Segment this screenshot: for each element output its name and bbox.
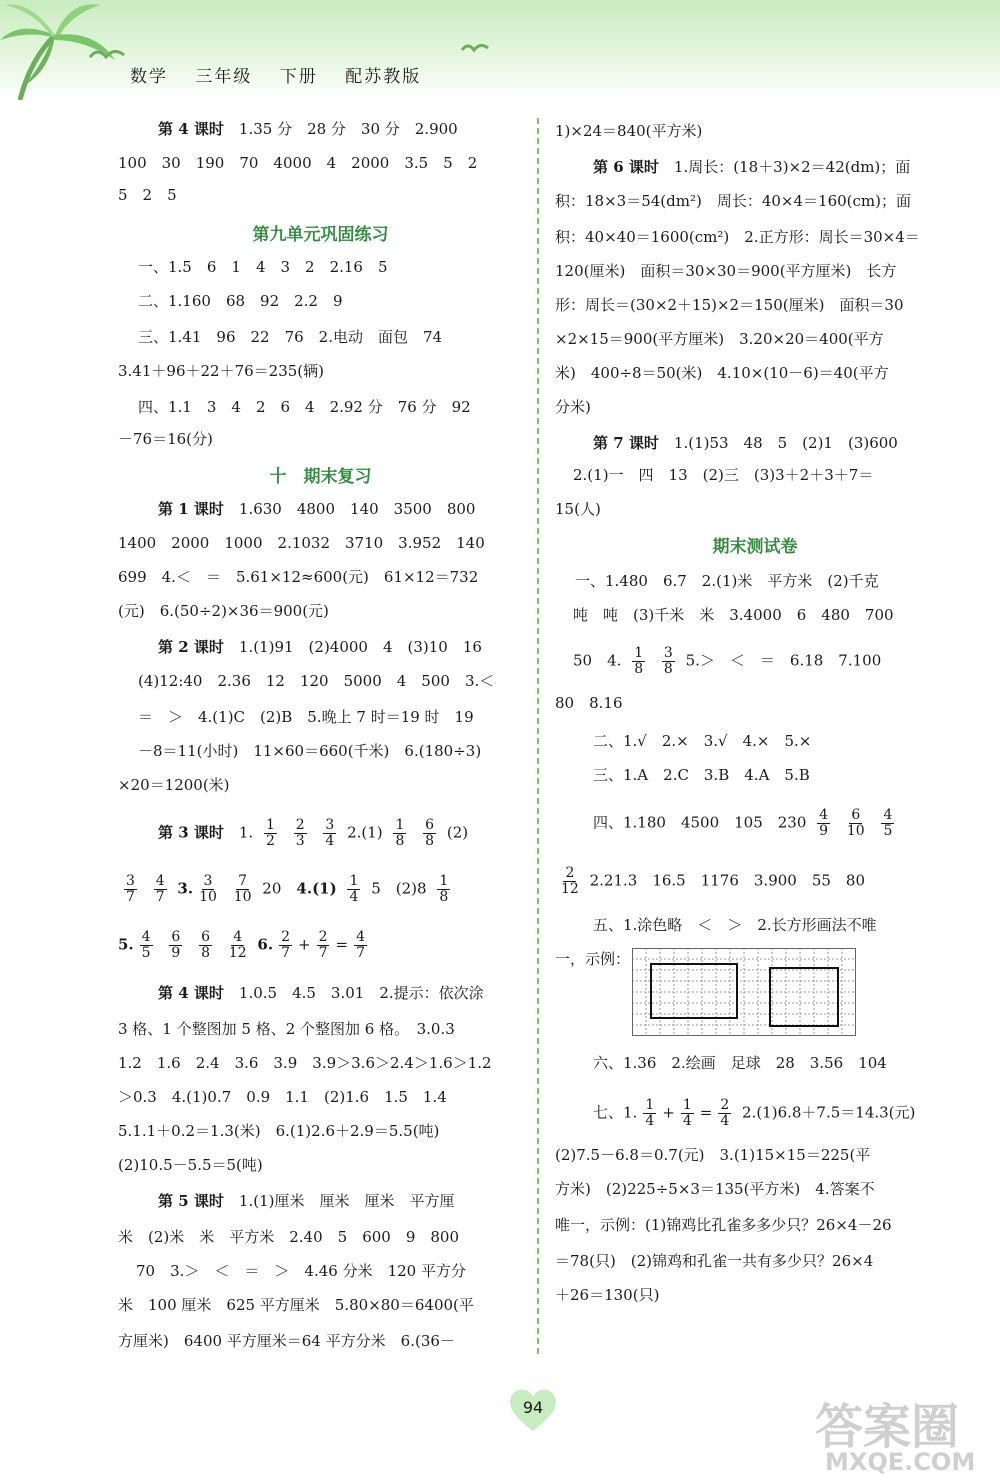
fraction-line: 50 4. $\frac{1}{8}$ $\frac{3}{8}$ 5.＞ ＜ ＝ 6.18 7.100: [573, 645, 882, 677]
fraction: $\frac{2}{3}$: [295, 817, 305, 849]
fraction-line: $\frac{3}{7}$ $\frac{4}{7}$ 3. $\frac{3}{10}$ $\frac{7}{10}$ 20 4.(1) $\frac{1}{4}$ 5 (2)8 $\frac{1}{8}$: [126, 873, 449, 905]
fraction: $\frac{3}{10}$: [199, 873, 217, 905]
fraction: $\frac{7}{10}$: [233, 873, 252, 905]
header-banner: [0, 0, 1000, 100]
watermark-text: 答案圈: [815, 1399, 960, 1455]
fraction: $\frac{1}{8}$: [439, 873, 449, 905]
bird-icon: [88, 45, 128, 65]
grade: 三年级: [195, 67, 253, 87]
fraction: $\frac{2}{7}$: [318, 929, 328, 961]
fraction: $\frac{6}{10}$: [846, 807, 865, 839]
fraction: $\frac{2}{12}$: [561, 865, 579, 897]
fraction: $\frac{2}{4}$: [720, 1097, 730, 1129]
fraction-line: 七、1. $\frac{1}{4}$ + $\frac{1}{4}$ = $\frac{2}{4}$ 2.(1)6.8＋7.5＝14.3(元): [593, 1097, 916, 1129]
fraction: $\frac{1}{4}$: [682, 1097, 692, 1129]
section-title: 第九单元巩固练习: [252, 225, 389, 245]
fraction: $\frac{4}{5}$: [883, 807, 893, 839]
fraction: $\frac{4}{5}$: [141, 929, 151, 961]
rectangle-grid-figure: [632, 948, 856, 1036]
fraction: $\frac{3}{8}$: [663, 645, 673, 677]
section-title: 十 期末复习: [269, 467, 372, 487]
lesson-label: 第 4 课时: [158, 120, 224, 138]
column-divider: [536, 118, 540, 1358]
fraction: $\frac{3}{4}$: [325, 817, 335, 849]
section-title: 期末测试卷: [712, 537, 798, 557]
fraction-line: 5. $\frac{4}{5}$ $\frac{6}{9}$ $\frac{6}{8}$ $\frac{4}{12}$ 6. $\frac{2}{7}$ + $\frac{2}{7}$ = $\frac{4}{7}$: [118, 929, 365, 961]
bird-icon: [460, 40, 490, 56]
volume: 下册: [279, 67, 318, 87]
fraction: $\frac{1}{2}$: [265, 817, 275, 849]
lesson-label: 第 4 课时: [158, 984, 224, 1002]
watermark: [815, 1388, 985, 1478]
fraction: $\frac{1}{4}$: [645, 1097, 655, 1129]
fraction: $\frac{6}{9}$: [171, 929, 181, 961]
edition: 配苏教版: [345, 67, 422, 87]
lesson-label: 第 7 课时: [593, 434, 659, 452]
page-number: 94: [522, 1398, 544, 1417]
fraction: $\frac{1}{8}$: [634, 645, 644, 677]
fraction: $\frac{2}{7}$: [281, 929, 290, 961]
lesson-label: 第 5 课时: [158, 1192, 224, 1210]
lesson-label: 第 3 课时: [158, 823, 224, 842]
fraction: $\frac{6}{8}$: [201, 929, 210, 961]
subject: 数学: [130, 67, 168, 87]
fraction: $\frac{3}{7}$: [126, 873, 135, 905]
lesson-label: 第 2 课时: [158, 638, 224, 656]
header-title: [130, 62, 441, 87]
fraction-line: 四、1.180 4500 105 230 $\frac{4}{9}$ $\frac{6}{10}$ $\frac{4}{5}$: [593, 807, 893, 839]
fraction: $\frac{1}{8}$: [395, 817, 405, 849]
fraction-line: $\frac{2}{12}$ 2.21.3 16.5 1176 3.900 55 80: [561, 865, 866, 897]
lesson-label: 第 6 课时: [593, 158, 659, 176]
fraction: $\frac{6}{8}$: [425, 817, 435, 849]
fraction: $\frac{4}{7}$: [155, 873, 165, 905]
lesson-label: 第 1 课时: [158, 500, 224, 518]
fraction: $\frac{4}{9}$: [819, 807, 829, 839]
fraction: $\frac{4}{7}$: [356, 929, 365, 961]
fraction: $\frac{4}{12}$: [228, 929, 247, 961]
fraction-line: 第 3 课时 1. $\frac{1}{2}$ $\frac{2}{3}$ $\frac{3}{4}$ 2.(1) $\frac{1}{8}$ $\frac{6}{8}$ (2): [158, 817, 469, 849]
watermark-url: MXQE.COM: [825, 1448, 976, 1476]
fraction: $\frac{1}{4}$: [349, 873, 359, 905]
